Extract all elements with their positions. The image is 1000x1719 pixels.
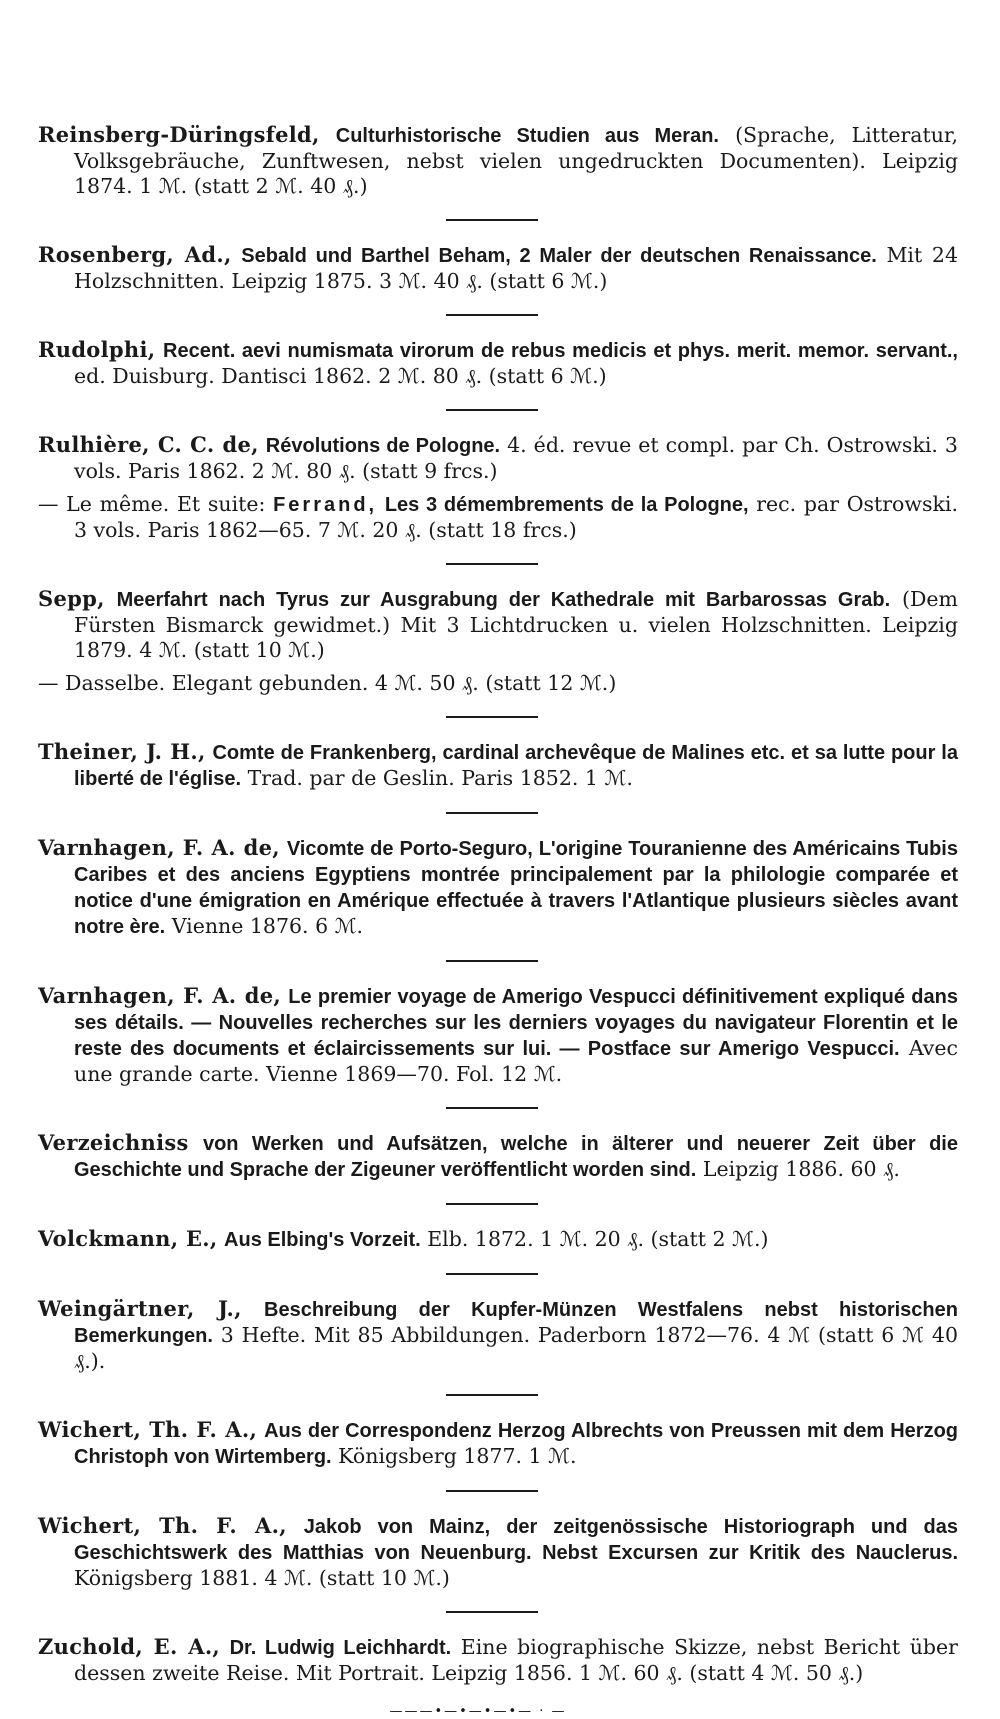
entry-author: Theiner, J. H., [38,739,206,764]
entry-details: Elb. 1872. 1 ℳ. 20 ₰. (statt 2 ℳ.) [427,1227,769,1251]
entry-lead: — Dasselbe. Elegant gebunden. 4 ℳ. 50 ₰. (statt 12 ℳ.) [38,671,617,695]
entry-title: Le premier voyage de Amerigo Vespucci définitivement expliqué dans ses détails. — Nouvelles recherches sur les derniers voyages du navigateur Florentin et le reste des documents et éclaircissements sur lui. — Postface sur Amerigo Vespucci. [74,986,958,1060]
separator-rule [446,1394,538,1396]
entry-author: Rudolphi, [38,337,156,362]
entry-author: Sepp, [38,586,105,611]
entry-details: (Sprache, Litteratur, Volksgebräuche, Zunftwesen, nebst vielen ungedruckten Documenten). Leipzig 1874. 1 ℳ. (statt 2 ℳ. 40 ₰.) [74,123,958,198]
entry-details: Vienne 1876. 6 ℳ. [171,914,364,938]
entry-details: Trad. par de Geslin. Paris 1852. 1 ℳ. [247,766,633,790]
separator-rule [446,219,538,221]
catalogue-page [38,122,958,1719]
catalogue-entry [38,1296,958,1374]
entry-title: Les 3 démembrements de la Pologne, [384,494,749,516]
entry-author: Verzeichniss [38,1130,189,1155]
entry-details: Avec une grande carte. Vienne 1869—70. Fol. 12 ℳ. [74,1036,958,1086]
entry-title: Aus der Correspondenz Herzog Albrechts von Preussen mit dem Herzog Christoph von Wirtemberg. [74,1420,958,1468]
catalogue-entry [38,1226,958,1253]
entry-author: Volckmann, E., [38,1226,218,1251]
end-ornament: ———•—•—•—•— · — [389,1704,567,1719]
entry-author: Wichert, Th. F. A., [38,1417,258,1442]
entry-details: Eine biographische Skizze, nebst Bericht über dessen zweite Reise. Mit Portrait. Leipzig 1856. 1 ℳ. 60 ₰. (statt 4 ℳ. 50 ₰.) [74,1635,958,1685]
separator-rule [446,1203,538,1205]
catalogue-entry [38,337,958,389]
entry-title: Recent. aevi numismata virorum de rebus medicis et phys. merit. memor. servant., [163,340,958,362]
entry-title: Beschreibung der Kupfer-Münzen Westfalens nebst historischen Bemerkungen. [74,1299,958,1347]
entry-title: Culturhistorische Studien aus Meran. [335,125,719,147]
entry-title: Vicomte de Porto-Seguro, L'origine Touranienne des Américains Tubis Caribes et des anciens Egyptiens montrée principalement par la philologie comparée et notice d'une émigration en Amérique effectuée à travers l'Atlantique plusieurs siècles avant notre ère. [74,838,958,938]
entry-details: ed. Duisburg. Dantisci 1862. 2 ℳ. 80 ₰. (statt 6 ℳ.) [74,364,607,388]
catalogue-entry [38,835,958,940]
entry-author: Varnhagen, F. A. de, [38,983,281,1008]
entry-title: Révolutions de Pologne. [265,435,501,457]
entry-title: Meerfahrt nach Tyrus zur Ausgrabung der Kathedrale mit Barbarossas Grab. [116,589,891,611]
catalogue-entry-continuation [38,671,958,696]
entry-details: 4. éd. revue et compl. par Ch. Ostrowski. 3 vols. Paris 1862. 2 ℳ. 80 ₰. (statt 9 frcs.) [74,433,958,483]
catalogue-entry [38,983,958,1087]
entry-details: Königsberg 1877. 1 ℳ. [338,1444,577,1468]
separator-rule [446,314,538,316]
separator-rule [446,1107,538,1109]
entry-author: Reinsberg-Düringsfeld, [38,122,320,147]
catalogue-entry [38,586,958,663]
entry-coauthor: Ferrand, [273,494,378,516]
catalogue-entry [38,1130,958,1183]
separator-rule [446,1273,538,1275]
catalogue-entry-continuation [38,492,958,543]
entry-details: 3 Hefte. Mit 85 Abbildungen. Paderborn 1872—76. 4 ℳ (statt 6 ℳ 40 ₰.). [74,1323,958,1373]
entry-details: Königsberg 1881. 4 ℳ. (statt 10 ℳ.) [74,1566,450,1590]
entry-details: (Dem Fürsten Bismarck gewidmet.) Mit 3 Lichtdrucken u. vielen Holzschnitten. Leipzig 1879. 4 ℳ. (statt 10 ℳ.) [74,587,958,662]
entry-details: rec. par Ostrowski. 3 vols. Paris 1862—65. 7 ℳ. 20 ₰. (statt 18 frcs.) [74,492,958,542]
entry-title: Comte de Frankenberg, cardinal archevêque de Malines etc. et sa lutte pour la liberté de l'église. [74,742,958,790]
entry-details: Mit 24 Holzschnitten. Leipzig 1875. 3 ℳ. 40 ₰. (statt 6 ℳ.) [74,243,958,293]
entry-author: Rulhière, C. C. de, [38,432,259,457]
catalogue-entry [38,242,958,294]
catalogue-entry [38,739,958,792]
entry-author: Rosenberg, Ad., [38,242,232,267]
separator-rule [446,960,538,962]
separator-rule [446,409,538,411]
entry-author: Varnhagen, F. A. de, [38,835,280,860]
separator-rule [446,1490,538,1492]
catalogue-entry [38,1417,958,1470]
entry-title: Aus Elbing's Vorzeit. [224,1229,421,1251]
entry-title: Dr. Ludwig Leichhardt. [229,1637,452,1659]
entry-author: Zuchold, E. A., [38,1634,221,1659]
separator-rule [446,716,538,718]
entry-author: Wichert, Th. F. A., [38,1513,287,1538]
entry-title: Sebald und Barthel Beham, 2 Maler der deutschen Renaissance. [241,245,877,267]
catalogue-entry [38,1513,958,1591]
catalogue-entry [38,122,958,199]
separator-rule [446,563,538,565]
separator-rule [446,812,538,814]
entry-title: Jakob von Mainz, der zeitgenössische Historiograph und das Geschichtswerk des Matthias von Neuenburg. Nebst Excursen zur Kritik des Nauclerus. [74,1516,958,1564]
separator-rule [446,1611,538,1613]
catalogue-entry [38,432,958,484]
entry-title: von Werken und Aufsätzen, welche in älterer und neuerer Zeit über die Geschichte und Sprache der Zigeuner veröffentlicht worden sind. [74,1133,958,1181]
entry-details: Leipzig 1886. 60 ₰. [702,1157,900,1181]
catalogue-entry [38,1634,958,1686]
entry-lead: — Le même. Et suite: [38,492,266,516]
entry-author: Weingärtner, J., [38,1296,242,1321]
